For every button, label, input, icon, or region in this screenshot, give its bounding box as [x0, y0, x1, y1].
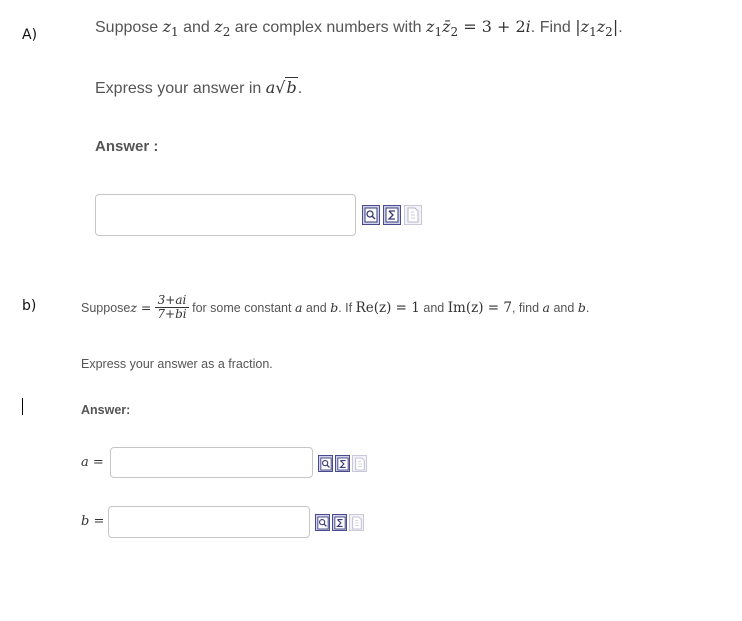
answer-input-b-value[interactable] [108, 506, 310, 538]
prompt-text: Suppose [95, 19, 163, 36]
answer-heading: Answer: [81, 403, 131, 417]
answer-tools-b2 [315, 514, 364, 531]
sigma-editor-icon [385, 207, 399, 223]
express-text: . [297, 80, 303, 97]
math-a-sqrt-b: a√b [265, 78, 297, 97]
math-z1: $z_1$ [162, 17, 179, 40]
equation-editor-button[interactable] [332, 514, 347, 531]
prompt-text: . Find [530, 19, 576, 36]
prompt-text: Suppose [81, 300, 131, 315]
problem-a-label: A) [22, 27, 38, 43]
problem-a-prompt [95, 17, 623, 39]
prompt-text: for some constant [188, 300, 295, 315]
math-im-z: Im(z) = 7 [447, 299, 512, 316]
answer-input-a-value[interactable] [110, 447, 313, 478]
prompt-text: . [585, 300, 590, 315]
help-button[interactable] [404, 205, 422, 225]
help-doc-icon [354, 457, 366, 471]
a-equals-label: a = [81, 455, 104, 470]
prompt-text: . If [338, 300, 356, 315]
b-equals-label: b = [81, 514, 105, 529]
preview-button[interactable] [318, 455, 333, 472]
preview-icon [317, 516, 329, 530]
math-abs-product: $|z_1z_2|$ [575, 17, 619, 40]
prompt-text: and [178, 19, 215, 36]
help-doc-icon [406, 207, 420, 223]
sigma-editor-icon [337, 457, 349, 471]
math-b: b [577, 300, 586, 315]
math-equals: = 3 + 2 [458, 17, 526, 36]
math-b: b [330, 300, 339, 315]
help-button[interactable] [352, 455, 367, 472]
equation-editor-button[interactable] [383, 205, 401, 225]
answer-tools-b1 [318, 455, 367, 472]
prompt-text: and [550, 300, 578, 315]
prompt-text: . [618, 19, 623, 36]
math-z-equals: z = [130, 300, 152, 315]
problem-b-label: b) [22, 298, 37, 314]
prompt-text: and [419, 300, 448, 315]
math-i: i [525, 17, 531, 36]
answer-input-a[interactable] [95, 194, 356, 236]
math-re-z: Re(z) = 1 [355, 299, 420, 316]
math-z2: $z_2$ [214, 17, 231, 40]
math-fraction: $\frac{3+ai}{7+bi}$ [157, 293, 187, 321]
preview-icon [364, 207, 378, 223]
help-button[interactable] [349, 514, 364, 531]
answer-tools-a [362, 205, 422, 225]
problem-b-express: Express your answer as a fraction. [81, 357, 273, 371]
prompt-text: and [302, 300, 331, 315]
math-product: $z_1z̄_2$ [426, 17, 459, 40]
text-cursor [22, 398, 23, 415]
math-a: a [542, 300, 550, 315]
prompt-text: , find [511, 300, 543, 315]
prompt-text: are complex numbers with [230, 19, 426, 36]
help-doc-icon [351, 516, 363, 530]
express-text: Express your answer in [95, 80, 266, 97]
problem-a-express [95, 78, 302, 98]
problem-b-prompt [81, 294, 589, 321]
preview-button[interactable] [362, 205, 380, 225]
sigma-editor-icon [334, 516, 346, 530]
equation-editor-button[interactable] [335, 455, 350, 472]
preview-button[interactable] [315, 514, 330, 531]
preview-icon [320, 457, 332, 471]
answer-heading: Answer : [95, 138, 159, 155]
math-a: a [294, 300, 303, 315]
